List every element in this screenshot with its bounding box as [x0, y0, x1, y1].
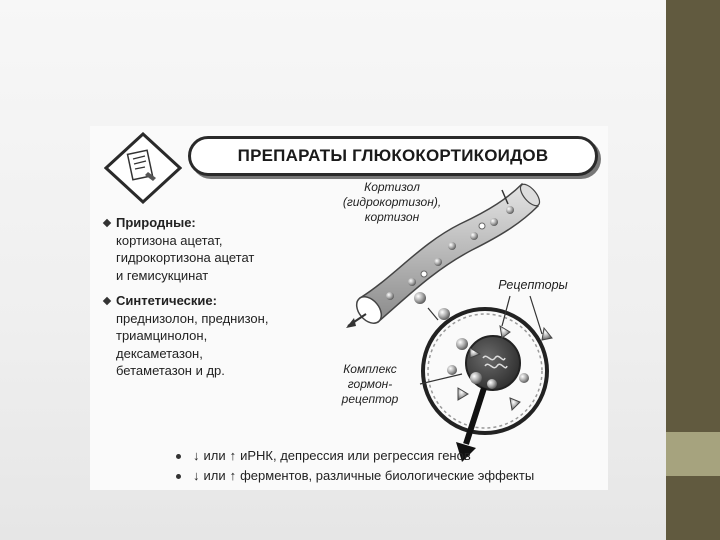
complex-label: Комплекс гормон- рецептор — [341, 362, 399, 406]
natural-item: гидрокортизона ацетат — [116, 250, 255, 265]
natural-heading: Природные: — [116, 214, 254, 232]
hormone-molecule — [414, 292, 426, 304]
cortisol-label: Кортизол (гидрокортизон), кортизон — [342, 180, 442, 224]
effect-line: ↓ или ↑ ферментов, различные биологические эффекты — [176, 468, 534, 483]
natural-item: и гемисукцинат — [116, 267, 209, 283]
hormone-molecule — [438, 308, 450, 320]
bullet-dot — [176, 454, 181, 459]
slide-side-accent — [666, 432, 720, 476]
effect-line: ↓ или ↑ иРНК, депрессия или регрессия генов — [176, 448, 471, 463]
glucocorticoid-figure — [90, 126, 608, 490]
natural-item: кортизона ацетат, — [116, 232, 223, 248]
receptors-label: Рецепторы — [498, 278, 568, 292]
synthetic-item: триамцинолон, — [116, 328, 208, 343]
synthetic-item: преднизолон, преднизон, — [116, 310, 269, 326]
bullet-dot — [176, 474, 181, 479]
target-cell — [423, 309, 547, 433]
slide-title: ПРЕПАРАТЫ ГЛЮКОКОРТИКОИДОВ — [188, 136, 598, 176]
synthetic-item: дексаметазон, — [116, 345, 203, 361]
synthetic-heading: Синтетические: — [116, 292, 268, 310]
synthetic-item: бетаметазон и др. — [116, 363, 225, 378]
